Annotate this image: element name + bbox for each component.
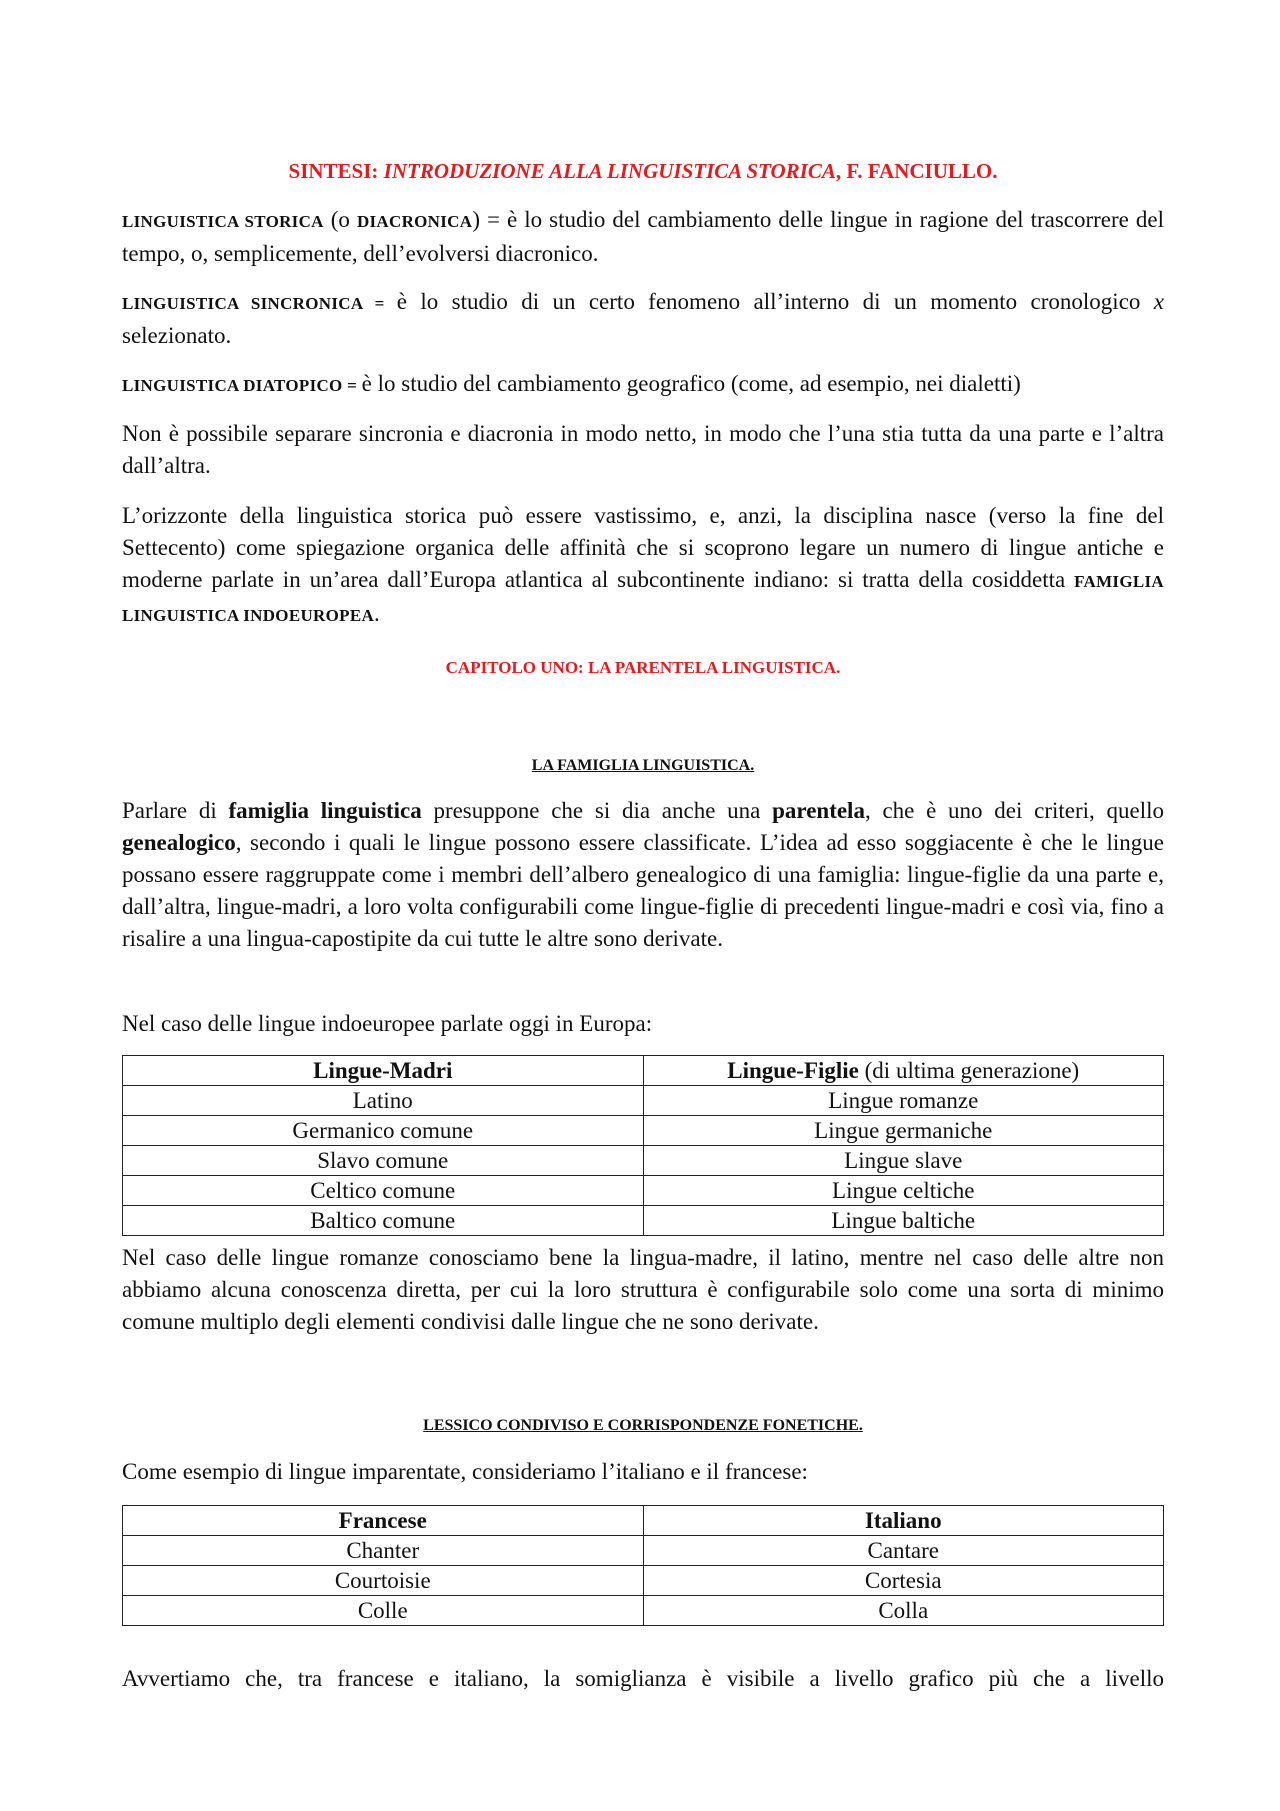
table-row [123,1086,1164,1116]
table-cell: Colla [643,1596,1164,1626]
table-cell: Courtoisie [123,1566,644,1596]
paragraph-orizzonte: L’orizzonte della linguistica storica può essere vastissimo, e, anzi, la disciplina nasce (verso la fine del Settecento) come spiegazione organica delle affinità che si scoprono legare un numero di lingue antiche e moderne parlate in un’area dall’Europa atlantica al subcontinente indiano: si tratta della cosiddetta FAMIGLIA LINGUISTICA INDOEUROPEA. [122,503,1164,626]
paragraph-romanze: Nel caso delle lingue romanze conosciamo bene la lingua-madre, il latino, mentre nel caso delle altre non abbiamo alcuna conoscenza diretta, per cui la loro struttura è configurabile solo come una sorta di minimo comune multiplo degli elementi condivisi dalle lingue che ne sono derivate. [122,1245,1164,1334]
table-cell: Colle [123,1596,644,1626]
table-header-row [123,1056,1164,1086]
table-row [123,1206,1164,1236]
table-header-cell: Lingue-Figlie (di ultima generazione) [643,1056,1164,1086]
table-francese-italiano [122,1505,1164,1626]
table-row [123,1566,1164,1596]
table-cell: Lingue baltiche [643,1206,1164,1236]
table-header-cell: Francese [123,1506,644,1536]
table-cell: Lingue slave [643,1146,1164,1176]
table-cell: Lingue germaniche [643,1116,1164,1146]
definition-storica: LINGUISTICA STORICA (o DIACRONICA) = è lo studio del cambiamento delle lingue in ragione del trascorrere del tempo, o, semplicemente, dell’evolversi diacronico. [122,207,1164,266]
table-header-row [123,1506,1164,1536]
table-lingue-madri-figlie [122,1055,1164,1236]
book-title: INTRODUZIONE ALLA LINGUISTICA STORICA [383,159,836,183]
definition-diatopico: LINGUISTICA DIATOPICO = è lo studio del cambiamento geografico (come, ad esempio, nei dialetti) [122,371,1021,396]
section-heading-famiglia: LA FAMIGLIA LINGUISTICA. [531,757,755,774]
table-row [123,1116,1164,1146]
table-cell: Slavo comune [123,1146,644,1176]
table-cell: Baltico comune [123,1206,644,1236]
chapter-heading: CAPITOLO UNO: LA PARENTELA LINGUISTICA. [445,658,841,677]
table-cell: Germanico comune [123,1116,644,1146]
table-cell: Latino [123,1086,644,1116]
table-row [123,1596,1164,1626]
table-cell: Cantare [643,1536,1164,1566]
paragraph-indoeuropee: Nel caso delle lingue indoeuropee parlate oggi in Europa: [122,1011,653,1036]
table-row [123,1146,1164,1176]
table-header-cell: Lingue-Madri [123,1056,644,1086]
paragraph-famiglia: Parlare di famiglia linguistica presuppone che si dia anche una parentela, che è uno dei criteri, quello genealogico, secondo i quali le lingue possono essere classificate. L’idea ad esso soggiacente è che le lingue possano essere raggruppate come i membri dell’albero genealogico di una famiglia: lingue-figlie da una parte e, dall’altra, lingue-madri, a loro volta configurabili come lingue-figlie di precedenti lingue-madri e così via, fino a risalire a una lingua-capostipite da cui tutte le altre sono derivate. [122,798,1165,951]
paragraph-sincronia: Non è possibile separare sincronia e diacronia in modo netto, in modo che l’una stia tutta da una parte e l’altra dall’altra. [122,421,1164,478]
table-header-cell: Italiano [643,1506,1164,1536]
paragraph-esempio: Come esempio di lingue imparentate, consideriamo l’italiano e il francese: [122,1459,808,1484]
table-cell: Lingue romanze [643,1086,1164,1116]
document-title: SINTESI: INTRODUZIONE ALLA LINGUISTICA STORICA, F. FANCIULLO. [288,159,998,183]
table-cell: Chanter [123,1536,644,1566]
definition-sincronica: LINGUISTICA SINCRONICA = è lo studio di un certo fenomeno all’interno di un momento cronologico x selezionato. [122,289,1164,348]
table-row [123,1536,1164,1566]
table-cell: Cortesia [643,1566,1164,1596]
section-heading-lessico: LESSICO CONDIVISO E CORRISPONDENZE FONETICHE. [423,1417,863,1434]
paragraph-somiglianza: Avvertiamo che, tra francese e italiano, la somiglianza è visibile a livello grafico più che a livello [122,1666,1164,1691]
table-row [123,1176,1164,1206]
table-cell: Lingue celtiche [643,1176,1164,1206]
table-cell: Celtico comune [123,1176,644,1206]
